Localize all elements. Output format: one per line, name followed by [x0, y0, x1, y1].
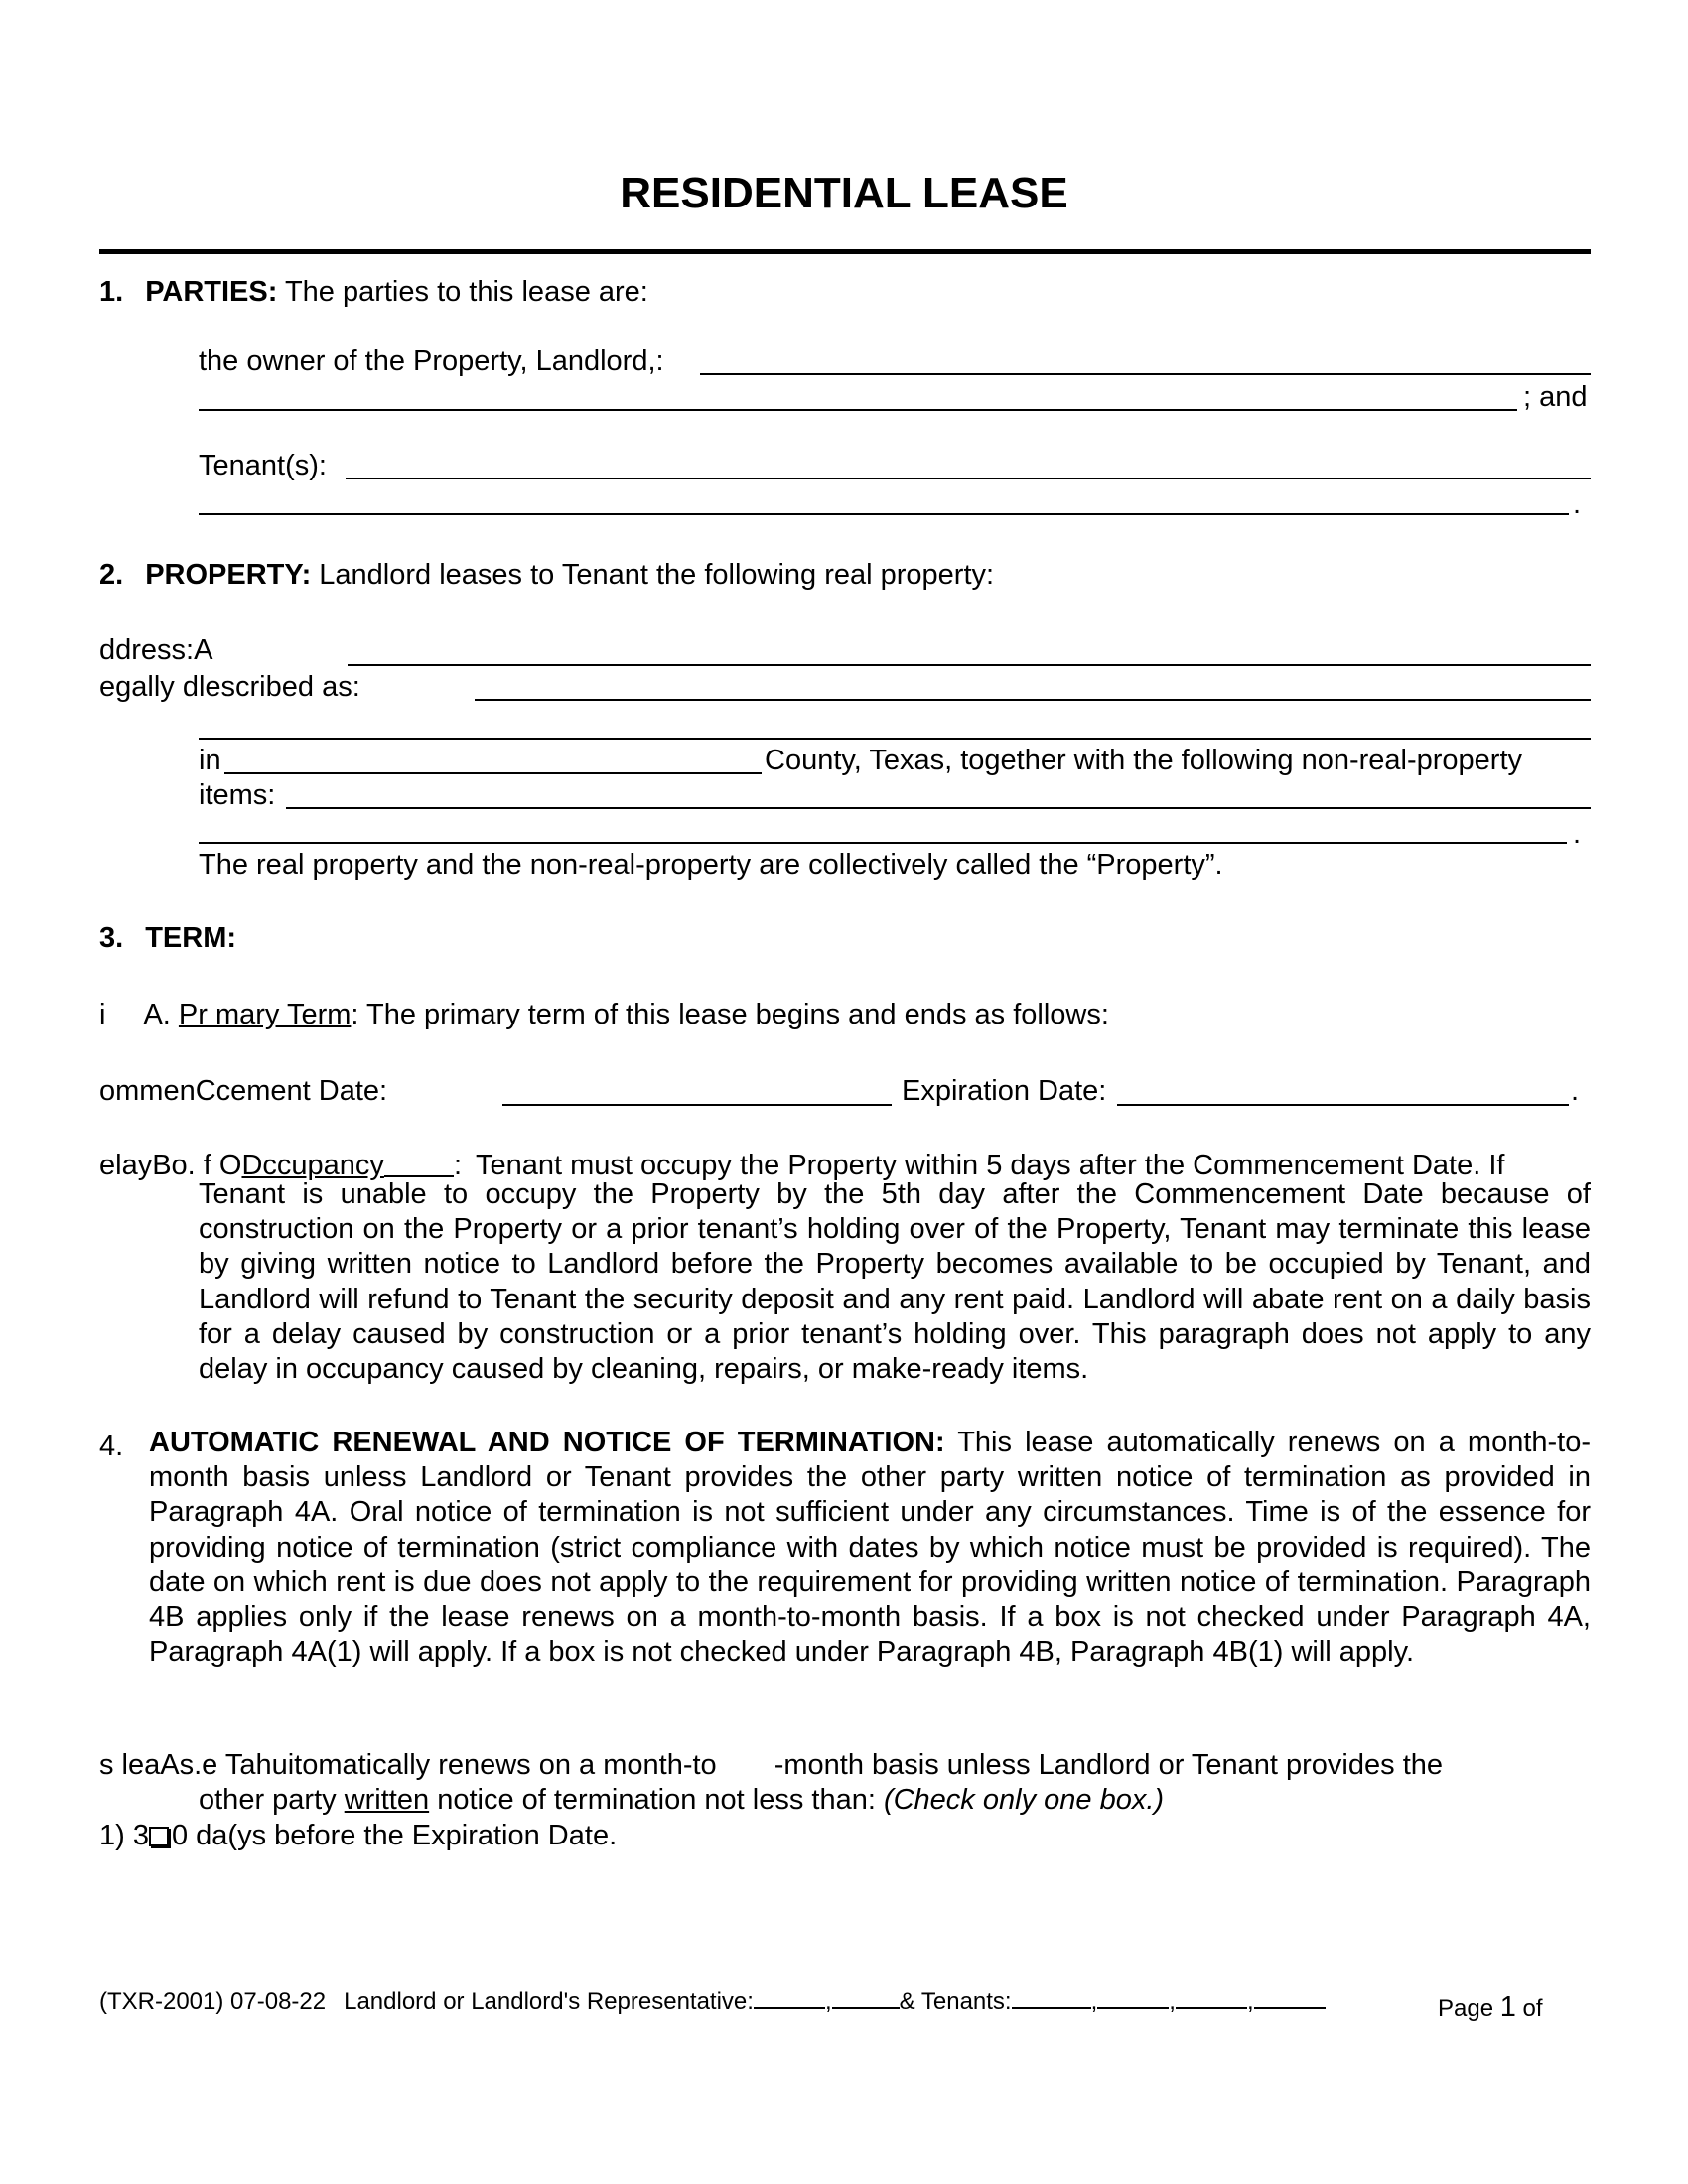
county-text: County, Texas, together with the following non-real-property [765, 745, 1523, 776]
property-collective-text: The real property and the non-real-property are collectively called the “Property”. [199, 849, 1223, 881]
footer-comma-4: , [1246, 1988, 1254, 2015]
section-3-number: 3. [99, 922, 124, 954]
section-2-number: 2. [99, 559, 124, 591]
landlord-initial-field-2[interactable] [832, 2006, 900, 2009]
section-3-title: TERM: [145, 922, 237, 954]
renewal-4a-post: notice of termination not less than: [437, 1784, 876, 1816]
landlord-and-text: ; and [1523, 381, 1588, 413]
section-1-title: PARTIES: [145, 276, 278, 308]
form-code: (TXR-2001) 07-08-22 [99, 1988, 327, 2015]
primary-term-text: : The primary term of this lease begins and ends as follows: [351, 999, 1109, 1030]
commencement-date-label: ommenCcement Date: [99, 1075, 388, 1107]
page-label: Page [1438, 1995, 1494, 2022]
items-field-line-2[interactable] [199, 842, 1567, 844]
primary-term-letter: A. [143, 999, 171, 1030]
option-1-checkbox[interactable] [149, 1827, 169, 1846]
legal-description-label: egally dlescribed as: [99, 671, 360, 703]
legal-description-line-2[interactable] [199, 738, 1591, 740]
primary-term-line [99, 1001, 1109, 1029]
items-field-line-1[interactable] [286, 807, 1591, 809]
footer-comma-3: , [1169, 1988, 1176, 2015]
tenant-initial-field-4[interactable] [1254, 2006, 1326, 2009]
tenant-field-line-2[interactable] [199, 513, 1569, 515]
page-num: 1 [1499, 1991, 1516, 2023]
renewal-4a-instruction: (Check only one box.) [883, 1784, 1165, 1816]
primary-term-prefix: i [99, 999, 106, 1030]
section-4-body [149, 1426, 1591, 1670]
landlord-field-line-1[interactable] [700, 373, 1591, 375]
document-title: RESIDENTIAL LEASE [620, 169, 1068, 217]
legal-description-line-1[interactable] [475, 699, 1591, 701]
landlord-label: the owner of the Property, Landlord,: [199, 345, 664, 377]
title-rule [99, 249, 1591, 254]
section-4-number: 4. [99, 1431, 124, 1462]
option-1-prefix: 1) 3 [99, 1820, 149, 1851]
section-2-text: Landlord leases to Tenant the following real property: [319, 559, 995, 591]
option-1-text: 0 da(ys before the Expiration Date. [171, 1820, 618, 1851]
footer-comma-1: , [824, 1988, 832, 2015]
commencement-date-field[interactable] [502, 1104, 892, 1106]
landlord-initial-field-1[interactable] [754, 2006, 825, 2009]
renewal-4a-text-2: -month basis unless Landlord or Tenant provides the [774, 1749, 1444, 1781]
tenant-field-line-1[interactable] [346, 478, 1591, 479]
delay-occupancy-prefix: elayBo. f O [99, 1150, 242, 1181]
landlord-field-line-2[interactable] [199, 409, 1517, 411]
delay-occupancy-body: Tenant is unable to occupy the Property by the 5th day after the Commencement Date because of construction on the Property or a prior tenant’s holding over of the Property, Tenant may terminate this lease by giving written notice to Landlord before the Property becomes available to be occupied by Tenant, and Landlord will refund to Tenant the security deposit and any rent paid. Landlord will abate rent on a daily basis for a delay caused by construction or a prior tenant’s holding over. This paragraph does not apply to any delay in occupancy caused by cleaning, repairs, or make-ready items. [199, 1178, 1591, 1386]
renewal-option-1 [99, 1822, 617, 1850]
section-2-heading [99, 561, 994, 590]
section-2-title: PROPERTY: [145, 559, 312, 591]
tenant-initial-field-1[interactable] [1012, 2006, 1091, 2009]
footer-tenants-label: & Tenants: [899, 1988, 1012, 2015]
tenant-initial-field-2[interactable] [1097, 2006, 1169, 2009]
items-label: items: [199, 779, 276, 811]
delay-occupancy-text-1: Tenant must occupy the Property within 5 days after the Commencement Date. If [476, 1150, 1505, 1181]
delay-occupancy-colon: : [453, 1150, 462, 1181]
page-of: of [1522, 1995, 1543, 2022]
expiration-date-label: Expiration Date: [902, 1075, 1107, 1107]
section-1-heading [99, 278, 648, 307]
tenant-initial-field-3[interactable] [1176, 2006, 1247, 2009]
address-field-line[interactable] [348, 664, 1591, 666]
primary-term-heading: Pr mary Term [178, 999, 352, 1030]
county-field-line[interactable] [224, 772, 762, 774]
tenant-label: Tenant(s): [199, 450, 327, 481]
items-period: . [1573, 818, 1582, 850]
expiration-date-field[interactable] [1117, 1104, 1569, 1106]
renewal-4a-line-2 [199, 1786, 1164, 1815]
section-1-number: 1. [99, 276, 124, 308]
renewal-4a-line-1 [99, 1751, 1443, 1780]
renewal-4a-pre: other party [199, 1784, 337, 1816]
address-label: ddress:A [99, 634, 213, 666]
footer-landlord-label: Landlord or Landlord's Representative: [344, 1988, 754, 2015]
section-4-text: This lease automatically renews on a month-to-month basis unless Landlord or Tenant provides the other party written notice of termination as provided in Paragraph 4A. Oral notice of termination is not sufficient under any circumstances. Time is of the essence for providing notice of termination (strict compliance with dates by which notice must be provided is required). The date on which rent is due does not apply to the requirement for providing written notice of termination. Paragraph 4B applies only if the lease renews on a month-to-month basis. If a box is not checked under Paragraph 4A, Paragraph 4A(1) will apply. If a box is not checked under Paragraph 4B, Paragraph 4B(1) will apply. [149, 1427, 1592, 1669]
renewal-4a-written: written [344, 1784, 430, 1816]
section-3-heading [99, 924, 236, 953]
expiration-period: . [1571, 1075, 1580, 1107]
section-4-title: AUTOMATIC RENEWAL AND NOTICE OF TERMINATION: [149, 1427, 945, 1458]
county-in-text: in [199, 745, 221, 776]
page-number [1438, 1993, 1543, 2022]
renewal-4a-text-1: s leaAs.e Tahuitomatically renews on a month-to [99, 1749, 717, 1781]
footer-initials-line [99, 1990, 1326, 2014]
section-1-text: The parties to this lease are: [284, 276, 648, 308]
delay-occupancy-heading: Dccupancy [241, 1150, 384, 1181]
tenant-period: . [1573, 488, 1582, 520]
footer-comma-2: , [1090, 1988, 1098, 2015]
delay-occupancy-line-1 [99, 1152, 1504, 1180]
